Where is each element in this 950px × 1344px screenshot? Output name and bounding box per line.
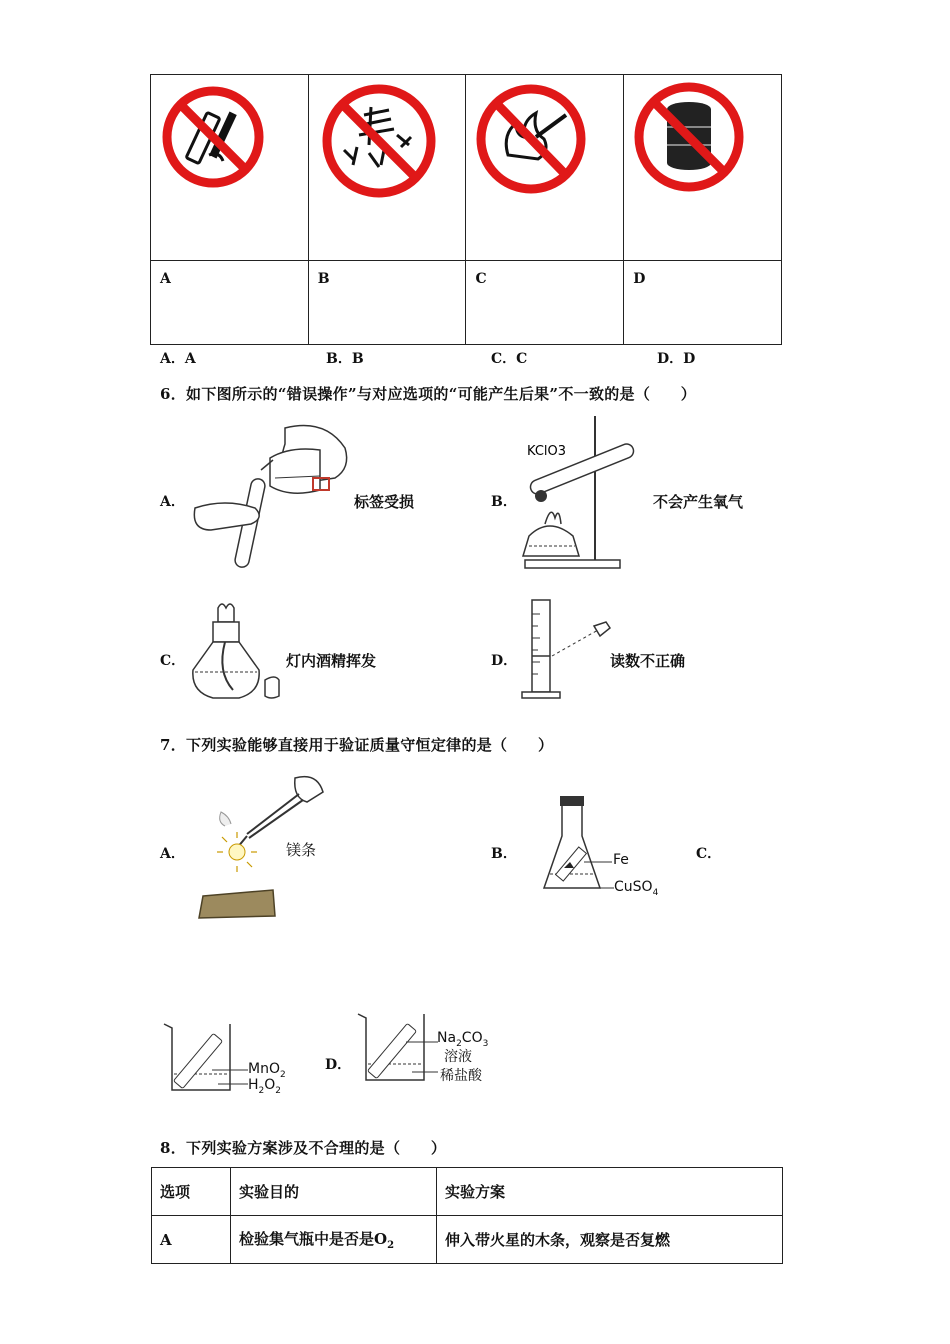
q6-option-c-caption: 灯内酒精挥发 [286,652,377,670]
cuso4-label: CuSO$_4$ [614,879,659,898]
table-row-a-plan: 伸入带火星的木条，观察是否复燃 [437,1216,783,1264]
pouring-liquid-illustration [185,418,355,573]
dilute-hcl-label: 稀盐酸 [440,1068,482,1084]
heating-kclo3-illustration [515,412,665,572]
no-fuel-barrel-icon [624,75,782,260]
magnesium-ribbon-label: 镁条 [286,841,317,859]
sign-cell-d [624,75,782,261]
sign-label-a: A [151,261,309,345]
sign-cell-c [466,75,624,261]
q6-option-b-caption: 不会产生氧气 [653,493,744,511]
sign-label-d: D [624,261,782,345]
q6-option-a-caption: 标签受损 [354,493,415,511]
choice-d[interactable]: D．D [657,351,696,367]
solution-label: 溶液 [444,1049,472,1065]
choice-b[interactable]: B．B [326,351,364,367]
q7-option-c-letter[interactable]: C． [696,846,722,862]
table-header-plan: 实验方案 [437,1168,783,1216]
q6-option-c-letter[interactable]: C． [160,653,186,669]
q6-option-a-letter[interactable]: A． [160,494,185,510]
no-smoking-icon [151,75,309,260]
table-header-option: 选项 [152,1168,231,1216]
alcohol-lamp-illustration [185,600,295,705]
graduated-cylinder-illustration [518,598,613,703]
h2o2-label: $H_2O_2$ [248,1077,282,1096]
table-header-purpose: 实验目的 [231,1168,437,1216]
q7-option-d-letter[interactable]: D． [325,1057,352,1073]
safety-sign-table [150,74,782,345]
sign-cell-a [151,75,309,261]
experiment-plan-table [151,1167,783,1264]
kclo3-label: KClO3 [527,444,567,459]
q6-option-d-letter[interactable]: D． [491,653,518,669]
q6-option-d-caption: 读数不正确 [610,652,686,670]
table-row-a-purpose: 检验集气瓶中是否是$O_2$ [231,1216,437,1264]
sign-label-c: C [466,261,624,345]
na2co3-hcl-beaker-illustration [356,1010,446,1085]
q6-option-b-letter[interactable]: B． [491,494,517,510]
choice-c[interactable]: C．C [491,351,528,367]
table-row-a-option: A [152,1216,231,1264]
no-fireworks-icon [309,75,467,260]
q7-option-a-letter[interactable]: A． [160,846,185,862]
sign-cell-b [308,75,466,261]
no-open-flame-icon [466,75,624,260]
sign-label-b: B [308,261,466,345]
fe-label: Fe [613,852,629,868]
na2co3-label: $Na_2CO_3$ [437,1030,489,1049]
q7-option-b-letter[interactable]: B． [491,846,517,862]
question-7-stem: 7．下列实验能够直接用于验证质量守恒定律的是（ ） [160,736,554,754]
question-8-stem: 8．下列实验方案涉及不合理的是（ ） [160,1139,447,1157]
mno2-h2o2-beaker-illustration [162,1020,252,1095]
mno2-label: MnO$_2$ [248,1061,286,1080]
choice-a[interactable]: A．A [160,351,196,367]
question-6-stem: 6．如下图所示的“错误操作”与对应选项的“可能产生后果”不一致的是（ ） [160,385,697,403]
